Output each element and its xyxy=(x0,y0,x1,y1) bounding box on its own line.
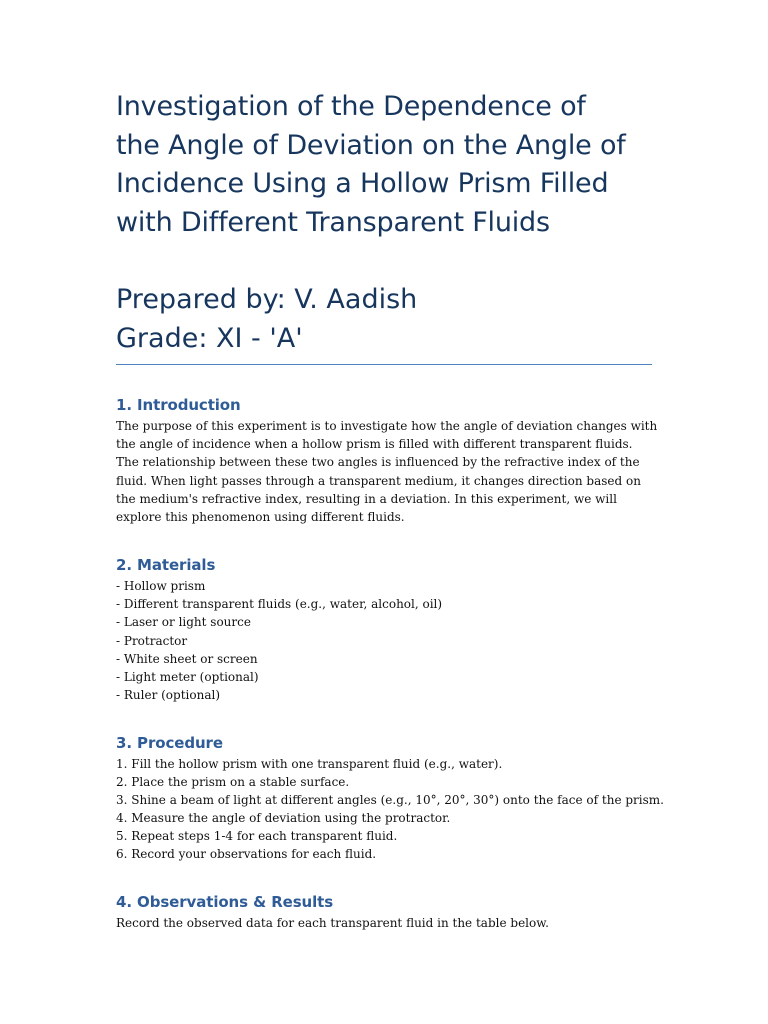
materials-list xyxy=(116,577,654,704)
section-introduction xyxy=(116,396,658,526)
list-item: - Laser or light source xyxy=(116,615,251,630)
section-heading: 4. Observations & Results xyxy=(116,893,334,912)
author-info xyxy=(116,281,654,358)
list-item: - White sheet or screen xyxy=(116,651,258,666)
grade: Grade: XI - 'A' xyxy=(116,322,303,354)
list-item: 5. Repeat steps 1-4 for each transparent fluid. xyxy=(116,829,398,844)
paragraph-line: the medium's refractive index, resulting in a deviation. In this experiment, we will xyxy=(116,491,617,506)
list-item: 1. Fill the hollow prism with one transparent fluid (e.g., water). xyxy=(116,756,503,771)
list-item: 3. Shine a beam of light at different angles (e.g., 10°, 20°, 30°) onto the face of the prism. xyxy=(116,793,664,808)
paragraph-line: explore this phenomenon using different fluids. xyxy=(116,510,405,525)
title-divider xyxy=(116,364,652,365)
list-item: - Ruler (optional) xyxy=(116,687,220,702)
list-item: - Different transparent fluids (e.g., water, alcohol, oil) xyxy=(116,597,443,612)
title-line: the Angle of Deviation on the Angle of xyxy=(116,129,626,161)
introduction-paragraph xyxy=(116,417,658,526)
prepared-by: Prepared by: V. Aadish xyxy=(116,284,418,315)
procedure-list xyxy=(116,755,664,864)
paragraph-line: the angle of incidence when a hollow prism is filled with different transparent fluids. xyxy=(116,437,633,452)
list-item: 6. Record your observations for each fluid. xyxy=(116,847,377,862)
section-procedure xyxy=(116,733,664,864)
section-heading: 2. Materials xyxy=(116,556,216,575)
paragraph-line: The purpose of this experiment is to investigate how the angle of deviation changes with xyxy=(116,419,658,433)
title-line: Investigation of the Dependence of xyxy=(116,91,586,122)
list-item: 4. Measure the angle of deviation using the protractor. xyxy=(116,811,451,826)
section-heading: 3. Procedure xyxy=(116,733,223,752)
section-observations xyxy=(116,893,654,932)
document-page xyxy=(116,88,664,933)
list-item: - Protractor xyxy=(116,633,188,648)
list-item: - Hollow prism xyxy=(116,579,206,594)
paragraph-line: The relationship between these two angles is influenced by the refractive index of the xyxy=(116,455,640,470)
list-item: 2. Place the prism on a stable surface. xyxy=(116,774,350,789)
section-materials xyxy=(116,556,654,704)
title-line: with Different Transparent Fluids xyxy=(116,206,550,238)
list-item: - Light meter (optional) xyxy=(116,669,259,684)
section-heading: 1. Introduction xyxy=(116,396,241,414)
observations-paragraph: Record the observed data for each transparent fluid in the table below. xyxy=(116,916,549,931)
title-line: Incidence Using a Hollow Prism Filled xyxy=(116,168,609,199)
paragraph-line: fluid. When light passes through a transparent medium, it changes direction based on xyxy=(116,473,641,488)
document-title xyxy=(116,88,654,242)
